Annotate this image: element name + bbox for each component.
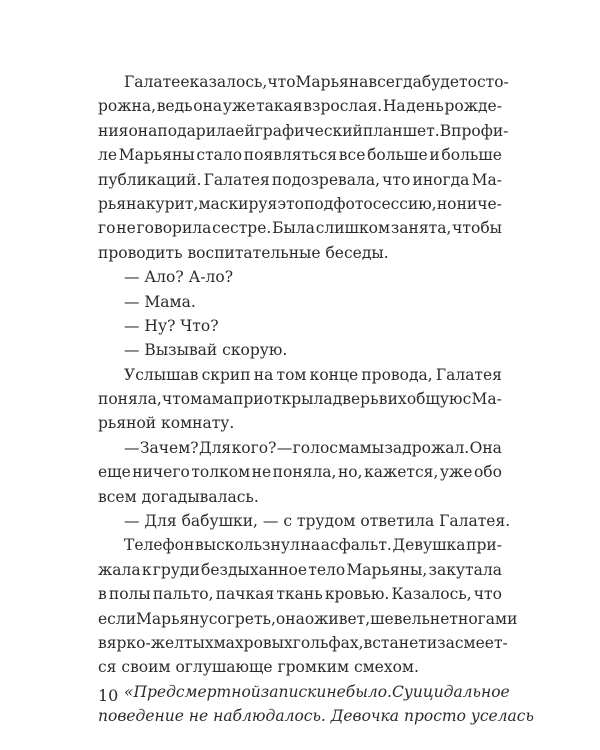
text-line: Услышав скрип на том конце провода, Галатея — [124, 365, 502, 384]
dialogue-alo — [98, 265, 502, 289]
text-line: поведение не наблюдалось. Девочка просто уселась — [98, 707, 534, 726]
page-number: 10 — [98, 686, 119, 705]
text-line: — Для бабушки, — с трудом ответила Галатея. — [124, 512, 511, 531]
text-line: ле Марьяны стало появляться все больше и больше — [98, 146, 502, 165]
text-line: рьяна курит, маскируя это под фотосессию, но ниче- — [98, 194, 502, 213]
text-line: проводить воспитательные беседы. — [98, 243, 389, 262]
text-line: «Предсмертной записки не было. Суицидальное — [124, 682, 510, 701]
dialogue-mama — [98, 290, 502, 314]
text-line: ния она подарила ей графический планшет. В профи- — [98, 121, 509, 140]
text-line: ся своим оглушающе громким смехом. — [98, 658, 419, 677]
text-line: в полы пальто, пачкая ткань кровью. Казалось, что — [98, 585, 502, 604]
text-line: в ярко-желтых махровых гольфах, встанет и засмеет- — [98, 633, 508, 652]
paragraph-quote-italic — [98, 680, 534, 729]
text-line: жала к груди бездыханное тело Марьяны, закутала — [98, 560, 502, 579]
paragraph-skrip — [98, 363, 502, 436]
text-line: — Ало? А-ло? — [124, 268, 234, 287]
dialogue-dlya-babushki — [98, 509, 511, 533]
text-line: го не говорила сестре. Была слишком занята, чтобы — [98, 219, 502, 238]
text-line: — Зачем? Для кого? — голос мамы задрожал. Она — [124, 438, 502, 457]
paragraph-telefon — [98, 533, 518, 679]
text-line: Галатее казалось, что Марьяна всегда будет осто- — [124, 73, 509, 91]
dialogue-zachem — [98, 436, 502, 509]
text-line: Телефон выскользнул на асфальт. Девушка при- — [124, 536, 502, 555]
text-line: если Марьяну согреть, она оживет, шевельнет ногами — [98, 609, 518, 628]
body-text — [98, 70, 534, 729]
text-line: публикаций. Галатея подозревала, что иногда Ма- — [98, 170, 502, 189]
text-line: рожна, ведь она уже такая взрослая. На день рожде- — [98, 97, 502, 116]
text-line: еще ничего толком не поняла, но, кажется, уже обо — [98, 463, 502, 482]
text-line: всем догадывалась. — [98, 487, 259, 506]
dialogue-vyzyvay — [98, 338, 502, 362]
dialogue-nu-chto — [98, 314, 502, 338]
paragraph-galatea-thought — [98, 70, 509, 265]
text-line: поняла, что мама приоткрыла дверь в их общую с Ма- — [98, 390, 502, 409]
text-line: рьяной комнату. — [98, 414, 235, 433]
text-line: — Ну? Что? — [124, 316, 219, 335]
text-line: — Мама. — [124, 292, 196, 311]
text-line: — Вызывай скорую. — [124, 341, 288, 360]
